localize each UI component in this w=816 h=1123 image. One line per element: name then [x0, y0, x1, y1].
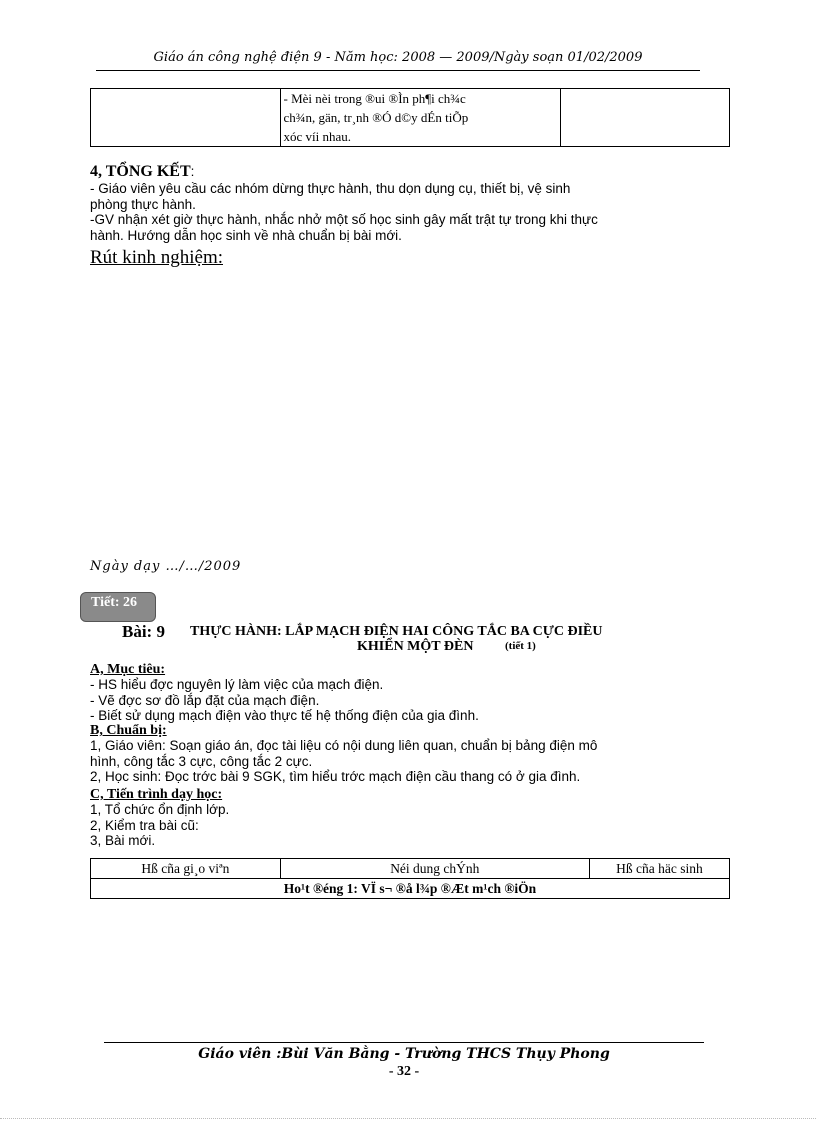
page-header: Giáo án công nghệ điện 9 - Năm học: 2008 — 2009/Ngày soạn 01/02/2009: [153, 50, 643, 65]
teacher-activity-cell: [91, 89, 281, 147]
list-item: 2, Kiểm tra bài cũ:: [90, 817, 199, 833]
bai-title-line2: KHIỂN MỘT ĐÈN: [357, 639, 474, 654]
activity-row: Ho¹t ®éng 1: VÏ s¬ ®å l¾p ®Æt m¹ch ®iÖn: [91, 879, 730, 899]
muc-tieu-heading: A, Mục tiêu:: [90, 662, 166, 677]
text-line: -GV nhận xét giờ thực hành, nhắc nhở một số học sinh gây mất trật tự trong khi thực: [90, 212, 598, 227]
continuation-table: [90, 88, 730, 147]
rut-kinh-nghiem-heading: Rút kinh nghiệm:: [90, 247, 223, 268]
page-edge: [0, 1118, 816, 1119]
muc-tieu-section: [90, 662, 479, 724]
list-item: - Biết sử dụng mạch điện vào thực tế hệ thống điện của gia đình.: [90, 708, 479, 723]
bai-number: Bài: 9: [122, 622, 165, 641]
list-item: 1, Giáo viên: Soạn giáo án, đọc tài liệu có nội dung liên quan, chuẩn bị bảng điện mô: [90, 738, 598, 753]
tien-trinh-heading: C, Tiến trình dạy học:: [90, 787, 223, 802]
content-line: ch¾n, gän, tr¸nh ®Ó d©y dÉn tiÕp: [283, 110, 469, 125]
content-line: - Mèi nèi trong ®ui ®Ìn ph¶i ch¾c: [283, 91, 466, 106]
column-header: Néi dung chÝnh: [280, 859, 589, 879]
header-rule: [96, 70, 700, 71]
tiet-badge: Tiết: 26: [80, 592, 156, 622]
column-header: Hß cña gi¸o viªn: [91, 859, 281, 879]
tong-ket-heading: 4, TỔNG KẾT:: [90, 163, 195, 180]
table-header-row: [91, 859, 730, 879]
list-item: hình, công tắc 3 cực, công tắc 2 cực.: [90, 753, 313, 769]
list-item: - Vẽ đợc sơ đồ lắp đặt của mạch điện.: [90, 692, 320, 708]
tien-trinh-section: [90, 787, 229, 849]
text-line: phòng thực hành.: [90, 196, 196, 212]
chuan-bi-section: [90, 723, 597, 785]
list-item: 2, Học sinh: Đọc trớc bài 9 SGK, tìm hiểu trớc mạch điện cầu thang có ở gia đình.: [90, 769, 581, 784]
text-line: - Giáo viên yêu cầu các nhóm dừng thực hành, thu dọn dụng cụ, thiết bị, vệ sinh: [90, 181, 571, 196]
activity-table: [90, 858, 730, 899]
list-item: 3, Bài mới.: [90, 833, 156, 848]
bai-title-line1: THỰC HÀNH: LẮP MẠCH ĐIỆN HAI CÔNG TẮC BA CỰC ĐIỀU: [190, 624, 603, 639]
page-number: - 32 -: [388, 1064, 420, 1079]
text-line: hành. Hướng dẫn học sinh về nhà chuẩn bị bài mới.: [90, 227, 402, 243]
student-activity-cell: [561, 89, 730, 147]
ngay-day: Ngày dạy …/…/2009: [90, 559, 242, 574]
list-item: - HS hiểu đợc nguyên lý làm việc của mạch điện.: [90, 677, 384, 692]
content-line: xóc víi nhau.: [283, 129, 351, 144]
page-footer: Giáo viên :Bùi Văn Bằng - Trường THCS Thụy Phong: [198, 1046, 610, 1062]
tiet-note: (tiết 1): [505, 640, 536, 652]
list-item: 1, Tổ chức ổn định lớp.: [90, 802, 230, 817]
tong-ket-body: [90, 181, 598, 243]
column-header: Hß cña häc sinh: [589, 859, 729, 879]
footer-rule: [104, 1042, 704, 1043]
chuan-bi-heading: B, Chuẩn bị:: [90, 723, 167, 738]
table-row: [91, 879, 730, 899]
content-cell: [281, 89, 561, 147]
